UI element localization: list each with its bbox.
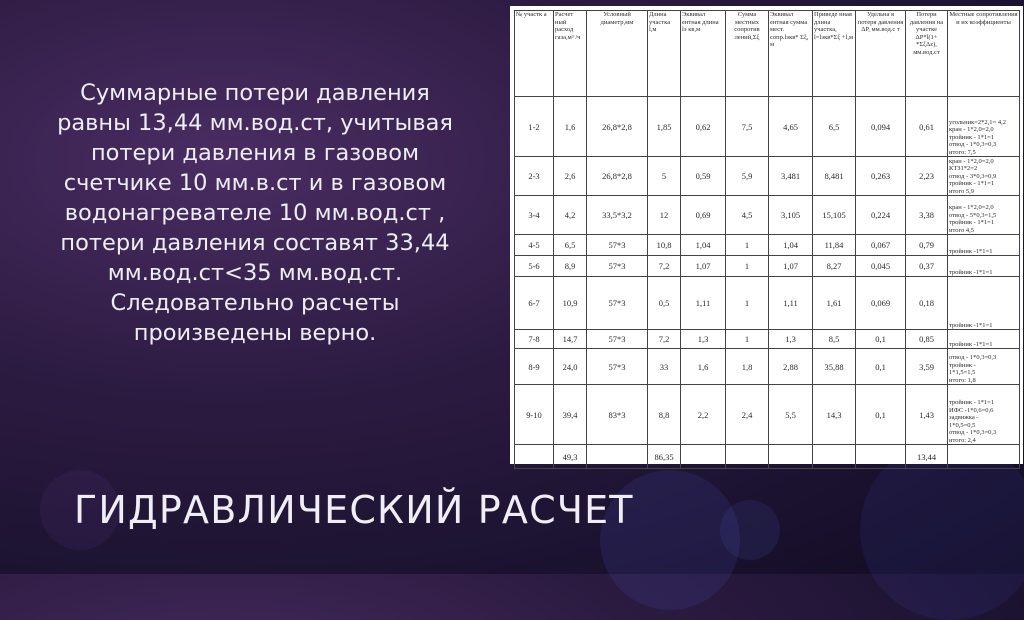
table-cell: 7-8	[515, 330, 554, 349]
table-cell: 2-3	[515, 157, 554, 196]
header-cell: Длина участка l,м	[648, 11, 681, 97]
header-cell: № участк а	[515, 11, 554, 97]
table-row	[515, 349, 1020, 385]
slide-title: ГИДРАВЛИЧЕСКИЙ РАСЧЕТ	[74, 488, 634, 532]
table-cell: 1,43	[906, 385, 948, 445]
table-cell: 8,5	[813, 330, 856, 349]
table-row	[515, 385, 1020, 445]
table-cell: 33,5*3,2	[587, 196, 648, 235]
table-cell: 4,2	[554, 196, 587, 235]
table-cell: 7,5	[726, 97, 769, 157]
resistance-note-cell: кран - 1*2,0=2,0 отвод - 5*0,3=1,5 тройник - 1*1=1 итого 4,5	[948, 196, 1020, 235]
table-cell: 26,8*2,8	[587, 157, 648, 196]
table-cell: 1,04	[769, 235, 813, 256]
table-cell: 1,8	[726, 349, 769, 385]
table-cell: 1,61	[813, 277, 856, 330]
table-cell: 2,4	[726, 385, 769, 445]
table-cell: 1,07	[769, 256, 813, 277]
table-cell: 2,23	[906, 157, 948, 196]
resistance-note-cell: тройник -1*1=1	[948, 256, 1020, 277]
table-cell: 5	[648, 157, 681, 196]
table-cell: 9-10	[515, 385, 554, 445]
table-cell: 39,4	[554, 385, 587, 445]
body-line: равны 13,44 мм.вод.ст, учитывая	[57, 110, 453, 136]
table-cell: 0,5	[648, 277, 681, 330]
table-cell: 0,37	[906, 256, 948, 277]
table-cell: 7,2	[648, 330, 681, 349]
header-cell: Эквивал ентная длина lэ кв,м	[681, 11, 726, 97]
table-cell: 0,224	[856, 196, 906, 235]
body-line: водонагревателе 10 мм.вод.ст ,	[64, 200, 446, 226]
table-cell: 0,067	[856, 235, 906, 256]
table-row	[515, 97, 1020, 157]
table-cell: 1,3	[681, 330, 726, 349]
table-cell: 2,6	[554, 157, 587, 196]
table-cell: 1,3	[769, 330, 813, 349]
header-cell: Местные сопротивления и их коэффициенты	[948, 11, 1020, 97]
table-cell: 14,7	[554, 330, 587, 349]
resistance-note-cell	[948, 445, 1020, 469]
table-cell: 1,11	[681, 277, 726, 330]
hydraulic-table-image	[510, 6, 1023, 464]
table-cell	[856, 445, 906, 469]
table-cell: 12	[648, 196, 681, 235]
resistance-note-cell: тройник -1*1=1	[948, 235, 1020, 256]
header-cell: Потери давления на участке ΔP*l(1+ *ΣξΔz), мм.вод.ст	[906, 11, 948, 97]
table-cell: 33	[648, 349, 681, 385]
slide-body-text	[40, 78, 470, 348]
table-cell: 0,69	[681, 196, 726, 235]
table-cell: 15,105	[813, 196, 856, 235]
table-cell	[769, 445, 813, 469]
table-cell: 0,79	[906, 235, 948, 256]
table-cell: 0,094	[856, 97, 906, 157]
table-cell: 0,1	[856, 330, 906, 349]
table-cell: 3,38	[906, 196, 948, 235]
table-row	[515, 235, 1020, 256]
table-cell: 26,8*2,8	[587, 97, 648, 157]
table-cell: 14,3	[813, 385, 856, 445]
table-row	[515, 196, 1020, 235]
table-cell	[681, 445, 726, 469]
table-cell: 0,61	[906, 97, 948, 157]
table-cell: 0,85	[906, 330, 948, 349]
table-cell: 1,04	[681, 235, 726, 256]
table-cell: 0,263	[856, 157, 906, 196]
resistance-note-cell: кран - 1*2,0=2,0 КТЗ1*2=2 отвод - 3*0,3=0,9 тройник - 1*1=1 итого 5,9	[948, 157, 1020, 196]
header-cell: Приведе нная длина участка, l=lэкв*Σξ +l,м	[813, 11, 856, 97]
table-cell: 0,59	[681, 157, 726, 196]
table-cell: 0,1	[856, 385, 906, 445]
table-cell: 4,65	[769, 97, 813, 157]
table-cell: 57*3	[587, 256, 648, 277]
table-row	[515, 445, 1020, 469]
table-cell: 5,5	[769, 385, 813, 445]
table-body	[515, 97, 1020, 469]
table-cell: 1,6	[554, 97, 587, 157]
body-line: Следовательно расчеты	[110, 290, 400, 316]
table-cell: 13,44	[906, 445, 948, 469]
table-row	[515, 330, 1020, 349]
table-row	[515, 256, 1020, 277]
table-cell: 2,88	[769, 349, 813, 385]
background-bokeh	[720, 500, 780, 560]
table-cell: 1,6	[681, 349, 726, 385]
header-cell: Расчет ный расход газа,м³ /ч	[554, 11, 587, 97]
table-cell: 10,8	[648, 235, 681, 256]
table-cell: 8,481	[813, 157, 856, 196]
table-cell: 6,5	[554, 235, 587, 256]
resistance-note-cell: угольник=2*2,1= 4,2 кран - 1*2,0=2,0 тройник - 1*1=1 отвод - 1*0,3=0,3 итого: 7,5	[948, 97, 1020, 157]
table-cell: 57*3	[587, 235, 648, 256]
header-cell: Сумма местных сопротив лений,Σξ	[726, 11, 769, 97]
header-cell: Эквивал ентная сумма мест. сопр.lэкв* Σξ, м	[769, 11, 813, 97]
body-line: счетчике 10 мм.в.ст и в газовом	[63, 170, 447, 196]
table-cell: 83*3	[587, 385, 648, 445]
body-line: потери давления в газовом	[90, 140, 420, 166]
table-cell: 57*3	[587, 330, 648, 349]
table-cell: 4-5	[515, 235, 554, 256]
resistance-note-cell: отвод - 1*0,3=0,3 тройник - 1*1,5=1,5 итого: 1,8	[948, 349, 1020, 385]
body-line: мм.вод.ст<35 мм.вод.ст.	[107, 260, 403, 286]
table-cell: 86,35	[648, 445, 681, 469]
table-cell: 3,481	[769, 157, 813, 196]
table-cell: 1,07	[681, 256, 726, 277]
table-cell: 1-2	[515, 97, 554, 157]
table-cell: 3,59	[906, 349, 948, 385]
table-cell: 0,1	[856, 349, 906, 385]
table-cell: 5-6	[515, 256, 554, 277]
table-cell: 1,11	[769, 277, 813, 330]
table-cell: 5,9	[726, 157, 769, 196]
resistance-note-cell: тройник -1*1=1	[948, 277, 1020, 330]
table-cell: 4,5	[726, 196, 769, 235]
header-cell: Удельна я потеря давления ΔP, мм.вод.с т	[856, 11, 906, 97]
table-cell: 6,5	[813, 97, 856, 157]
table-cell	[726, 445, 769, 469]
table-cell: 35,88	[813, 349, 856, 385]
table-cell: 0,069	[856, 277, 906, 330]
table-cell	[515, 445, 554, 469]
table-cell: 3,105	[769, 196, 813, 235]
table-cell: 8,27	[813, 256, 856, 277]
table-cell: 7,2	[648, 256, 681, 277]
body-line: произведены верно.	[133, 320, 377, 346]
table-cell: 57*3	[587, 349, 648, 385]
table-cell: 11,84	[813, 235, 856, 256]
table-cell: 1	[726, 277, 769, 330]
table-cell: 6-7	[515, 277, 554, 330]
body-line: потери давления составят 33,44	[60, 230, 450, 256]
resistance-note-cell: тройник - 1*1=1 ИФС -1*0,6=0,6 задвижка - 1*0,5=0,5 отвод - 1*0,3=0,3 итого: 2,4	[948, 385, 1020, 445]
table-cell: 0,62	[681, 97, 726, 157]
table-cell	[813, 445, 856, 469]
table-cell: 8-9	[515, 349, 554, 385]
resistance-note-cell: тройник -1*1=1	[948, 330, 1020, 349]
table-cell: 24,0	[554, 349, 587, 385]
header-cell: Условный диаметр,мм	[587, 11, 648, 97]
table-cell: 1	[726, 235, 769, 256]
table-row	[515, 277, 1020, 330]
table-cell: 49,3	[554, 445, 587, 469]
table-cell: 1	[726, 330, 769, 349]
hydraulic-calc-table	[514, 10, 1020, 469]
table-cell: 0,045	[856, 256, 906, 277]
table-cell: 3-4	[515, 196, 554, 235]
table-cell: 1	[726, 256, 769, 277]
table-row	[515, 157, 1020, 196]
table-cell: 57*3	[587, 277, 648, 330]
body-line: Суммарные потери давления	[80, 80, 430, 106]
table-cell: 1,85	[648, 97, 681, 157]
table-cell: 10,9	[554, 277, 587, 330]
table-cell: 0,18	[906, 277, 948, 330]
table-header-row	[515, 11, 1020, 97]
table-cell	[587, 445, 648, 469]
table-cell: 8,8	[648, 385, 681, 445]
table-cell: 8,9	[554, 256, 587, 277]
table-cell: 2,2	[681, 385, 726, 445]
